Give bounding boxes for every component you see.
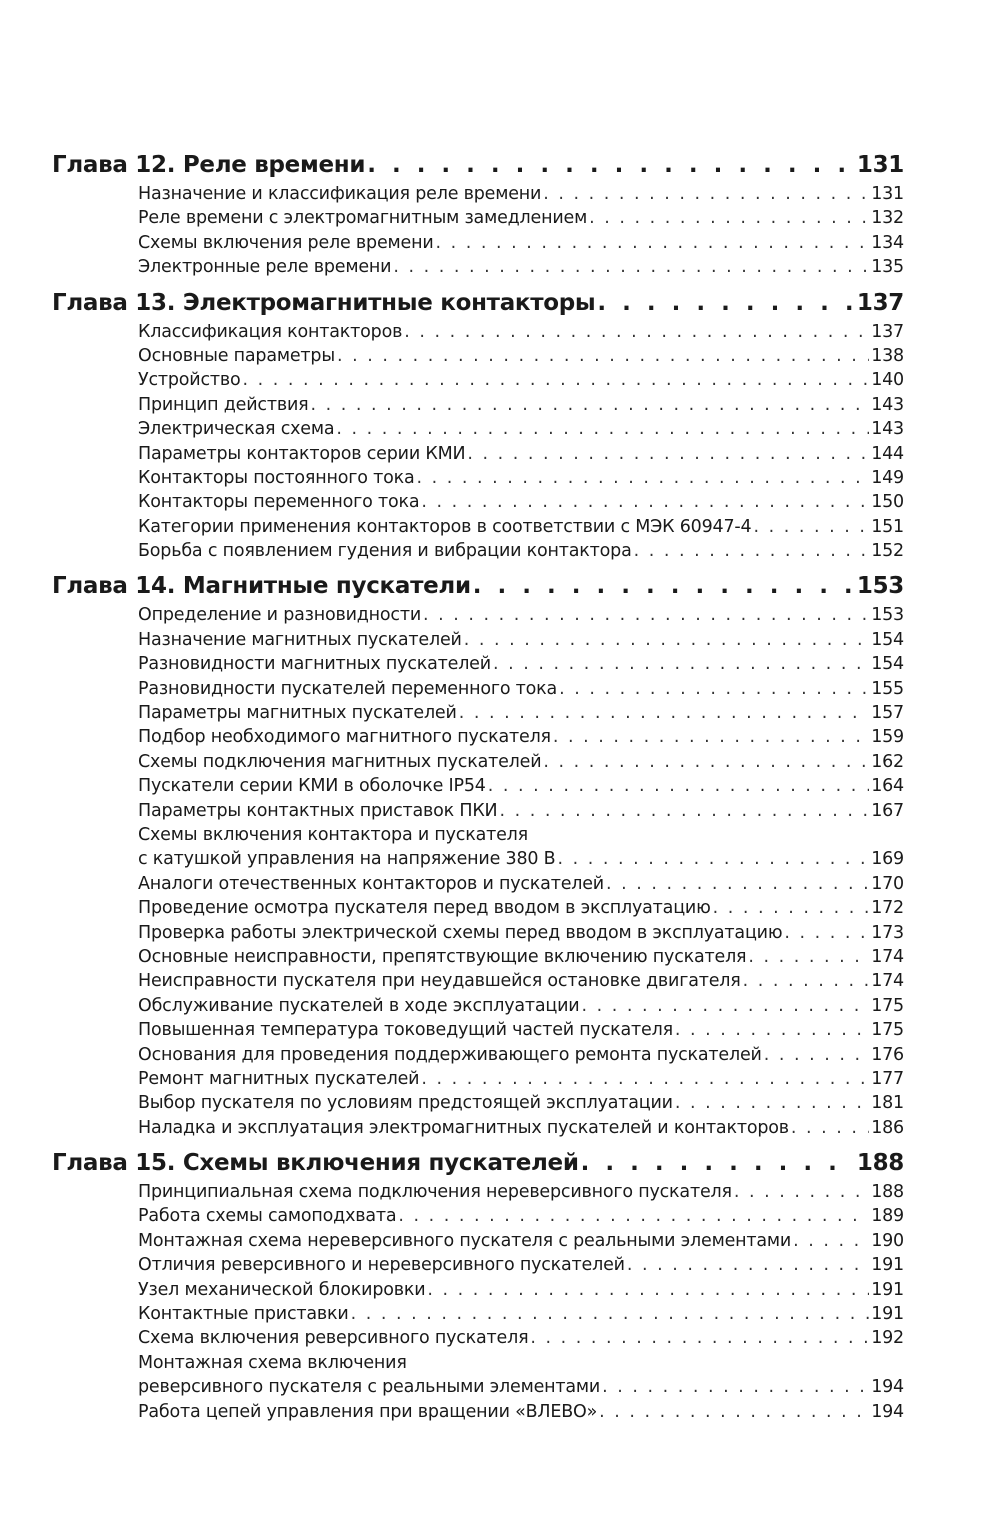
chapter-page-number: 153 (856, 573, 904, 600)
entry-title: Назначение магнитных пускателей (138, 629, 462, 650)
entry-page-number: 175 (871, 1020, 904, 1041)
toc-entry[interactable] (52, 1067, 904, 1091)
chapter-heading[interactable] (52, 569, 904, 603)
entry-title: Проведение осмотра пускателя перед вводом в эксплуатацию (138, 898, 711, 919)
dot-leader (784, 921, 869, 945)
toc-entry[interactable] (52, 994, 904, 1018)
entry-page-number: 137 (871, 321, 904, 342)
entry-title: Схемы включения контактора и пускателя (138, 824, 528, 845)
dot-leader (602, 1375, 869, 1399)
toc-entry[interactable] (52, 823, 904, 872)
entry-page-number: 153 (871, 605, 904, 626)
entry-title: Аналоги отечественных контакторов и пускателей (138, 873, 604, 894)
entry-title: Категории применения контакторов в соответствии с МЭК 60947-4 (138, 516, 752, 537)
entry-page-number: 159 (871, 727, 904, 748)
chapter-title: Глава 13. Электромагнитные контакторы (52, 289, 596, 316)
dot-leader (743, 969, 870, 993)
dot-leader (791, 1116, 869, 1140)
dot-leader (675, 1018, 869, 1042)
entry-title: Реле времени с электромагнитным замедлением (138, 208, 588, 229)
entry-page-number: 143 (871, 394, 904, 415)
toc-entry[interactable] (52, 725, 904, 749)
entry-page-number: 191 (871, 1279, 904, 1300)
entry-page-number: 194 (871, 1401, 904, 1422)
toc-entry[interactable] (52, 1302, 904, 1326)
toc-entry[interactable] (52, 945, 904, 969)
entry-page-number: 191 (871, 1255, 904, 1276)
toc-entry[interactable] (52, 628, 904, 652)
entry-title: Наладка и эксплуатация электромагнитных пускателей и контакторов (138, 1117, 789, 1138)
entry-title: Контактные приставки (138, 1304, 349, 1325)
entry-title: Устройство (138, 370, 241, 391)
entry-page-number: 175 (871, 995, 904, 1016)
entry-page-number: 132 (871, 208, 904, 229)
toc-entry[interactable] (52, 539, 904, 563)
entry-title: Схемы включения реле времени (138, 232, 434, 253)
entry-page-number: 174 (871, 946, 904, 967)
entry-title: Обслуживание пускателей в ходе эксплуатации (138, 995, 580, 1016)
entry-page-number: 191 (871, 1304, 904, 1325)
entry-page-number: 188 (871, 1182, 904, 1203)
dot-leader (793, 1229, 869, 1253)
entry-title: Отличия реверсивного и нереверсивного пускателей (138, 1255, 625, 1276)
entry-page-number: 138 (871, 345, 904, 366)
dot-leader (488, 774, 869, 798)
entry-page-number: 131 (871, 184, 904, 204)
toc-entry[interactable] (52, 1091, 904, 1115)
toc-entry[interactable] (52, 490, 904, 514)
dot-leader (581, 994, 869, 1018)
entry-page-number: 177 (871, 1068, 904, 1089)
entry-page-number: 167 (871, 800, 904, 821)
dot-leader (597, 286, 854, 320)
toc-entry[interactable] (52, 1278, 904, 1302)
entry-page-number: 186 (871, 1117, 904, 1138)
table-of-contents (52, 148, 904, 1424)
dot-leader (589, 206, 869, 230)
toc-entry[interactable] (52, 799, 904, 823)
entry-page-number: 181 (871, 1093, 904, 1114)
dot-leader (764, 1043, 869, 1067)
dot-leader (606, 872, 869, 896)
entry-title: Основные параметры (138, 345, 335, 366)
dot-leader (499, 799, 869, 823)
entry-title: Выбор пускателя по условиям предстоящей эксплуатации (138, 1093, 673, 1114)
dot-leader (393, 255, 869, 279)
entry-page-number: 134 (871, 232, 904, 253)
dot-leader (634, 539, 870, 563)
entry-page-number: 172 (871, 898, 904, 919)
toc-entry[interactable] (52, 206, 904, 230)
chapter-title: Глава 15. Схемы включения пускателей (52, 1150, 579, 1177)
toc-entry[interactable] (52, 750, 904, 774)
entry-title: Подбор необходимого магнитного пускателя (138, 727, 551, 748)
entry-page-number: 144 (871, 443, 904, 464)
dot-leader (599, 1400, 869, 1424)
toc-entry[interactable] (52, 774, 904, 798)
entry-title: Параметры контакторов серии КМИ (138, 443, 466, 464)
entry-title-continued: реверсивного пускателя с реальными элементами (138, 1377, 601, 1398)
toc-entry[interactable] (52, 466, 904, 490)
toc-entry[interactable] (52, 1116, 904, 1140)
entry-page-number: 154 (871, 654, 904, 675)
toc-entry[interactable] (52, 677, 904, 701)
dot-leader (436, 231, 870, 255)
entry-title: Электронные реле времени (138, 257, 392, 278)
entry-title: Принципиальная схема подключения нереверсивного пускателя (138, 1182, 732, 1203)
chapter-section (52, 1146, 904, 1424)
toc-entry[interactable] (52, 255, 904, 279)
entry-title: Контакторы постоянного тока (138, 467, 415, 488)
chapter-heading[interactable] (52, 148, 904, 182)
entry-page-number: 149 (871, 467, 904, 488)
entry-page-number: 162 (871, 751, 904, 772)
entry-title: Схема включения реверсивного пускателя (138, 1328, 529, 1349)
dot-leader (581, 1146, 855, 1180)
entry-title: Монтажная схема включения (138, 1352, 407, 1373)
entry-title: Борьба с появлением гудения и вибрации контактора (138, 541, 632, 562)
entry-title: Параметры магнитных пускателей (138, 703, 457, 724)
entry-page-number: 192 (871, 1328, 904, 1349)
entry-page-number: 151 (871, 516, 904, 537)
dot-leader (553, 725, 869, 749)
dot-leader (336, 417, 869, 441)
dot-leader (243, 368, 870, 392)
dot-leader (427, 1278, 869, 1302)
entry-page-number: 143 (871, 419, 904, 440)
dot-leader (459, 701, 870, 725)
toc-entry[interactable] (52, 896, 904, 920)
toc-entry[interactable] (52, 1043, 904, 1067)
toc-entry[interactable] (52, 969, 904, 993)
chapter-page-number: 188 (856, 1150, 904, 1177)
dot-leader (421, 490, 869, 514)
entry-title: Параметры контактных приставок ПКИ (138, 800, 498, 821)
dot-leader (473, 569, 855, 603)
dot-leader (753, 515, 869, 539)
toc-entry[interactable] (52, 701, 904, 725)
dot-leader (421, 1067, 869, 1091)
toc-entry[interactable] (52, 1400, 904, 1424)
entry-title: Схемы подключения магнитных пускателей (138, 751, 542, 772)
dot-leader (467, 442, 869, 466)
entry-title: Работа схемы самоподхвата (138, 1206, 397, 1227)
toc-entry[interactable] (52, 652, 904, 676)
entry-title: Определение и разновидности (138, 605, 421, 626)
entry-title: Контакторы переменного тока (138, 492, 420, 513)
toc-entry[interactable] (52, 320, 904, 344)
entry-title: Узел механической блокировки (138, 1279, 426, 1300)
dot-leader (417, 466, 870, 490)
dot-leader (530, 1326, 869, 1350)
chapter-section (52, 148, 904, 280)
dot-leader (337, 344, 869, 368)
entry-page-number: 190 (871, 1230, 904, 1251)
dot-leader (713, 896, 870, 920)
entry-title: Ремонт магнитных пускателей (138, 1068, 420, 1089)
entry-page-number: 194 (871, 1377, 904, 1398)
entry-title: Разновидности пускателей переменного тока (138, 678, 558, 699)
entry-title: Основания для проведения поддерживающего ремонта пускателей (138, 1044, 762, 1065)
toc-entry[interactable] (52, 417, 904, 441)
dot-leader (464, 628, 869, 652)
chapter-title: Глава 14. Магнитные пускатели (52, 573, 471, 600)
dot-leader (423, 603, 869, 627)
entry-title: Работа цепей управления при вращении «ВЛЕВО» (138, 1401, 598, 1422)
toc-entry[interactable] (52, 1229, 904, 1253)
toc-entry[interactable] (52, 515, 904, 539)
entry-title: Электрическая схема (138, 419, 335, 440)
entry-title: Повышенная температура токоведущий частей пускателя (138, 1020, 673, 1041)
toc-entry[interactable] (52, 442, 904, 466)
toc-entry[interactable] (52, 921, 904, 945)
entry-page-number: 135 (871, 257, 904, 278)
toc-entry[interactable] (52, 1180, 904, 1204)
toc-entry[interactable] (52, 1253, 904, 1277)
entry-page-number: 154 (871, 629, 904, 650)
entry-page-number: 164 (871, 776, 904, 797)
dot-leader (351, 1302, 870, 1326)
toc-entry[interactable] (52, 1018, 904, 1042)
toc-entry[interactable] (52, 872, 904, 896)
toc-entry[interactable] (52, 368, 904, 392)
entry-title: Проверка работы электрической схемы перед вводом в эксплуатацию (138, 922, 783, 943)
toc-entry[interactable] (52, 344, 904, 368)
entry-title: Пускатели серии КМИ в оболочке IP54 (138, 776, 486, 797)
dot-leader (675, 1091, 869, 1115)
chapter-title: Глава 12. Реле времени (52, 152, 366, 178)
entry-title: Классификация контакторов (138, 321, 403, 342)
dot-leader (493, 652, 869, 676)
chapter-heading[interactable] (52, 286, 904, 320)
dot-leader (398, 1204, 869, 1228)
dot-leader (627, 1253, 869, 1277)
dot-leader (310, 393, 869, 417)
dot-leader (367, 148, 855, 182)
toc-entry[interactable] (52, 393, 904, 417)
dot-leader (748, 945, 869, 969)
chapter-section (52, 286, 904, 564)
entry-page-number: 157 (871, 703, 904, 724)
entry-page-number: 152 (871, 541, 904, 562)
dot-leader (734, 1180, 869, 1204)
dot-leader (557, 847, 869, 871)
dot-leader (543, 182, 869, 206)
entry-page-number: 155 (871, 678, 904, 699)
entry-title: Назначение и классификация реле времени (138, 184, 542, 204)
entry-page-number: 189 (871, 1206, 904, 1227)
entry-page-number: 169 (871, 849, 904, 870)
toc-entry[interactable] (52, 231, 904, 255)
chapter-page-number: 137 (856, 289, 904, 316)
toc-entry[interactable] (52, 1204, 904, 1228)
chapter-heading[interactable] (52, 1146, 904, 1180)
toc-entry[interactable] (52, 182, 904, 206)
entry-title: Разновидности магнитных пускателей (138, 654, 491, 675)
toc-entry[interactable] (52, 1351, 904, 1400)
entry-page-number: 173 (871, 922, 904, 943)
entry-title-continued: с катушкой управления на напряжение 380 В (138, 849, 556, 870)
entry-title: Неисправности пускателя при неудавшейся остановке двигателя (138, 971, 741, 992)
dot-leader (559, 677, 869, 701)
toc-entry[interactable] (52, 1326, 904, 1350)
entry-page-number: 150 (871, 492, 904, 513)
entry-title: Основные неисправности, препятствующие включению пускателя (138, 946, 747, 967)
entry-page-number: 170 (871, 873, 904, 894)
chapter-section (52, 569, 904, 1140)
toc-entry[interactable] (52, 603, 904, 627)
entry-page-number: 140 (871, 370, 904, 391)
dot-leader (543, 750, 869, 774)
entry-page-number: 176 (871, 1044, 904, 1065)
entry-page-number: 174 (871, 971, 904, 992)
entry-title: Монтажная схема нереверсивного пускателя с реальными элементами (138, 1230, 792, 1251)
dot-leader (404, 320, 869, 344)
entry-title: Принцип действия (138, 394, 309, 415)
chapter-page-number: 131 (856, 152, 904, 178)
